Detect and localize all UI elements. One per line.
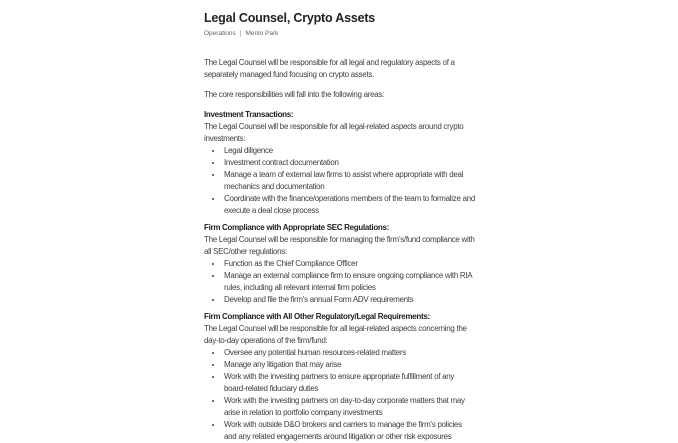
meta-separator: | [239,30,242,37]
section-intro: The Legal Counsel will be responsible for managing the firm’s/fund compliance with all SEC/other regulations: [204,235,475,256]
job-department: Operations [204,30,236,37]
bullet-list [204,258,476,306]
bullet-item: • Manage a team of external law firms to assist where appropriate with deal mechanics and documentation [223,169,476,193]
section-heading: Firm Compliance with All Other Regulatory/Legal Requirements: [204,312,430,321]
section-intro: The Legal Counsel will be responsible for all legal-related aspects concerning the day-to-day operations of the firm/fund: [204,324,467,345]
section-heading: Firm Compliance with Appropriate SEC Regulations: [204,223,390,232]
job-header [204,11,476,38]
bullet-item: • Work with the investing partners to ensure appropriate fulfillment of any board-related fiduciary duties [223,371,476,395]
bullet-item: • Work with the investing partners on day-to-day corporate matters that may arise in relation to portfolio company investments [223,395,476,419]
bullet-list [204,145,476,217]
section-sec-compliance [204,222,476,306]
bullet-item: • Legal diligence [223,145,476,157]
job-summary-paragraph: The Legal Counsel will be responsible for all legal and regulatory aspects of a separately managed fund focusing on crypto assets. [204,58,455,79]
job-title: Legal Counsel, Crypto Assets [204,11,376,25]
bullet-list [204,347,476,443]
section-intro: The Legal Counsel will be responsible for all legal-related aspects around crypto investments: [204,122,464,143]
bullet-item: • Manage any litigation that may arise [223,359,476,371]
bullet-item: • Manage an external compliance firm to ensure ongoing compliance with RIA rules, including all relevant internal firm policies [223,270,476,294]
section-other-regulatory-legal [204,311,476,443]
job-location: Menlo Park [245,30,279,37]
job-meta [204,30,476,38]
bullet-item: • Work with outside D&O brokers and carriers to manage the firm’s policies and any related engagements around litigation or other risk exposures [223,419,476,443]
section-heading: Investment Transactions: [204,110,294,119]
bullet-item: • Develop and file the firm’s annual Form ADV requirements [223,294,476,306]
bullet-item: • Oversee any potential human resources-related matters [223,347,476,359]
bullet-item: • Coordinate with the finance/operations members of the team to formalize and execute a deal close process [223,193,476,217]
core-responsibilities-paragraph: The core responsibilities will fall into the following areas: [204,90,385,99]
bullet-item: • Function as the Chief Compliance Officer [223,258,476,270]
bullet-item: • Investment contract documentation [223,157,476,169]
job-posting [204,11,476,443]
section-investment-transactions [204,109,476,217]
